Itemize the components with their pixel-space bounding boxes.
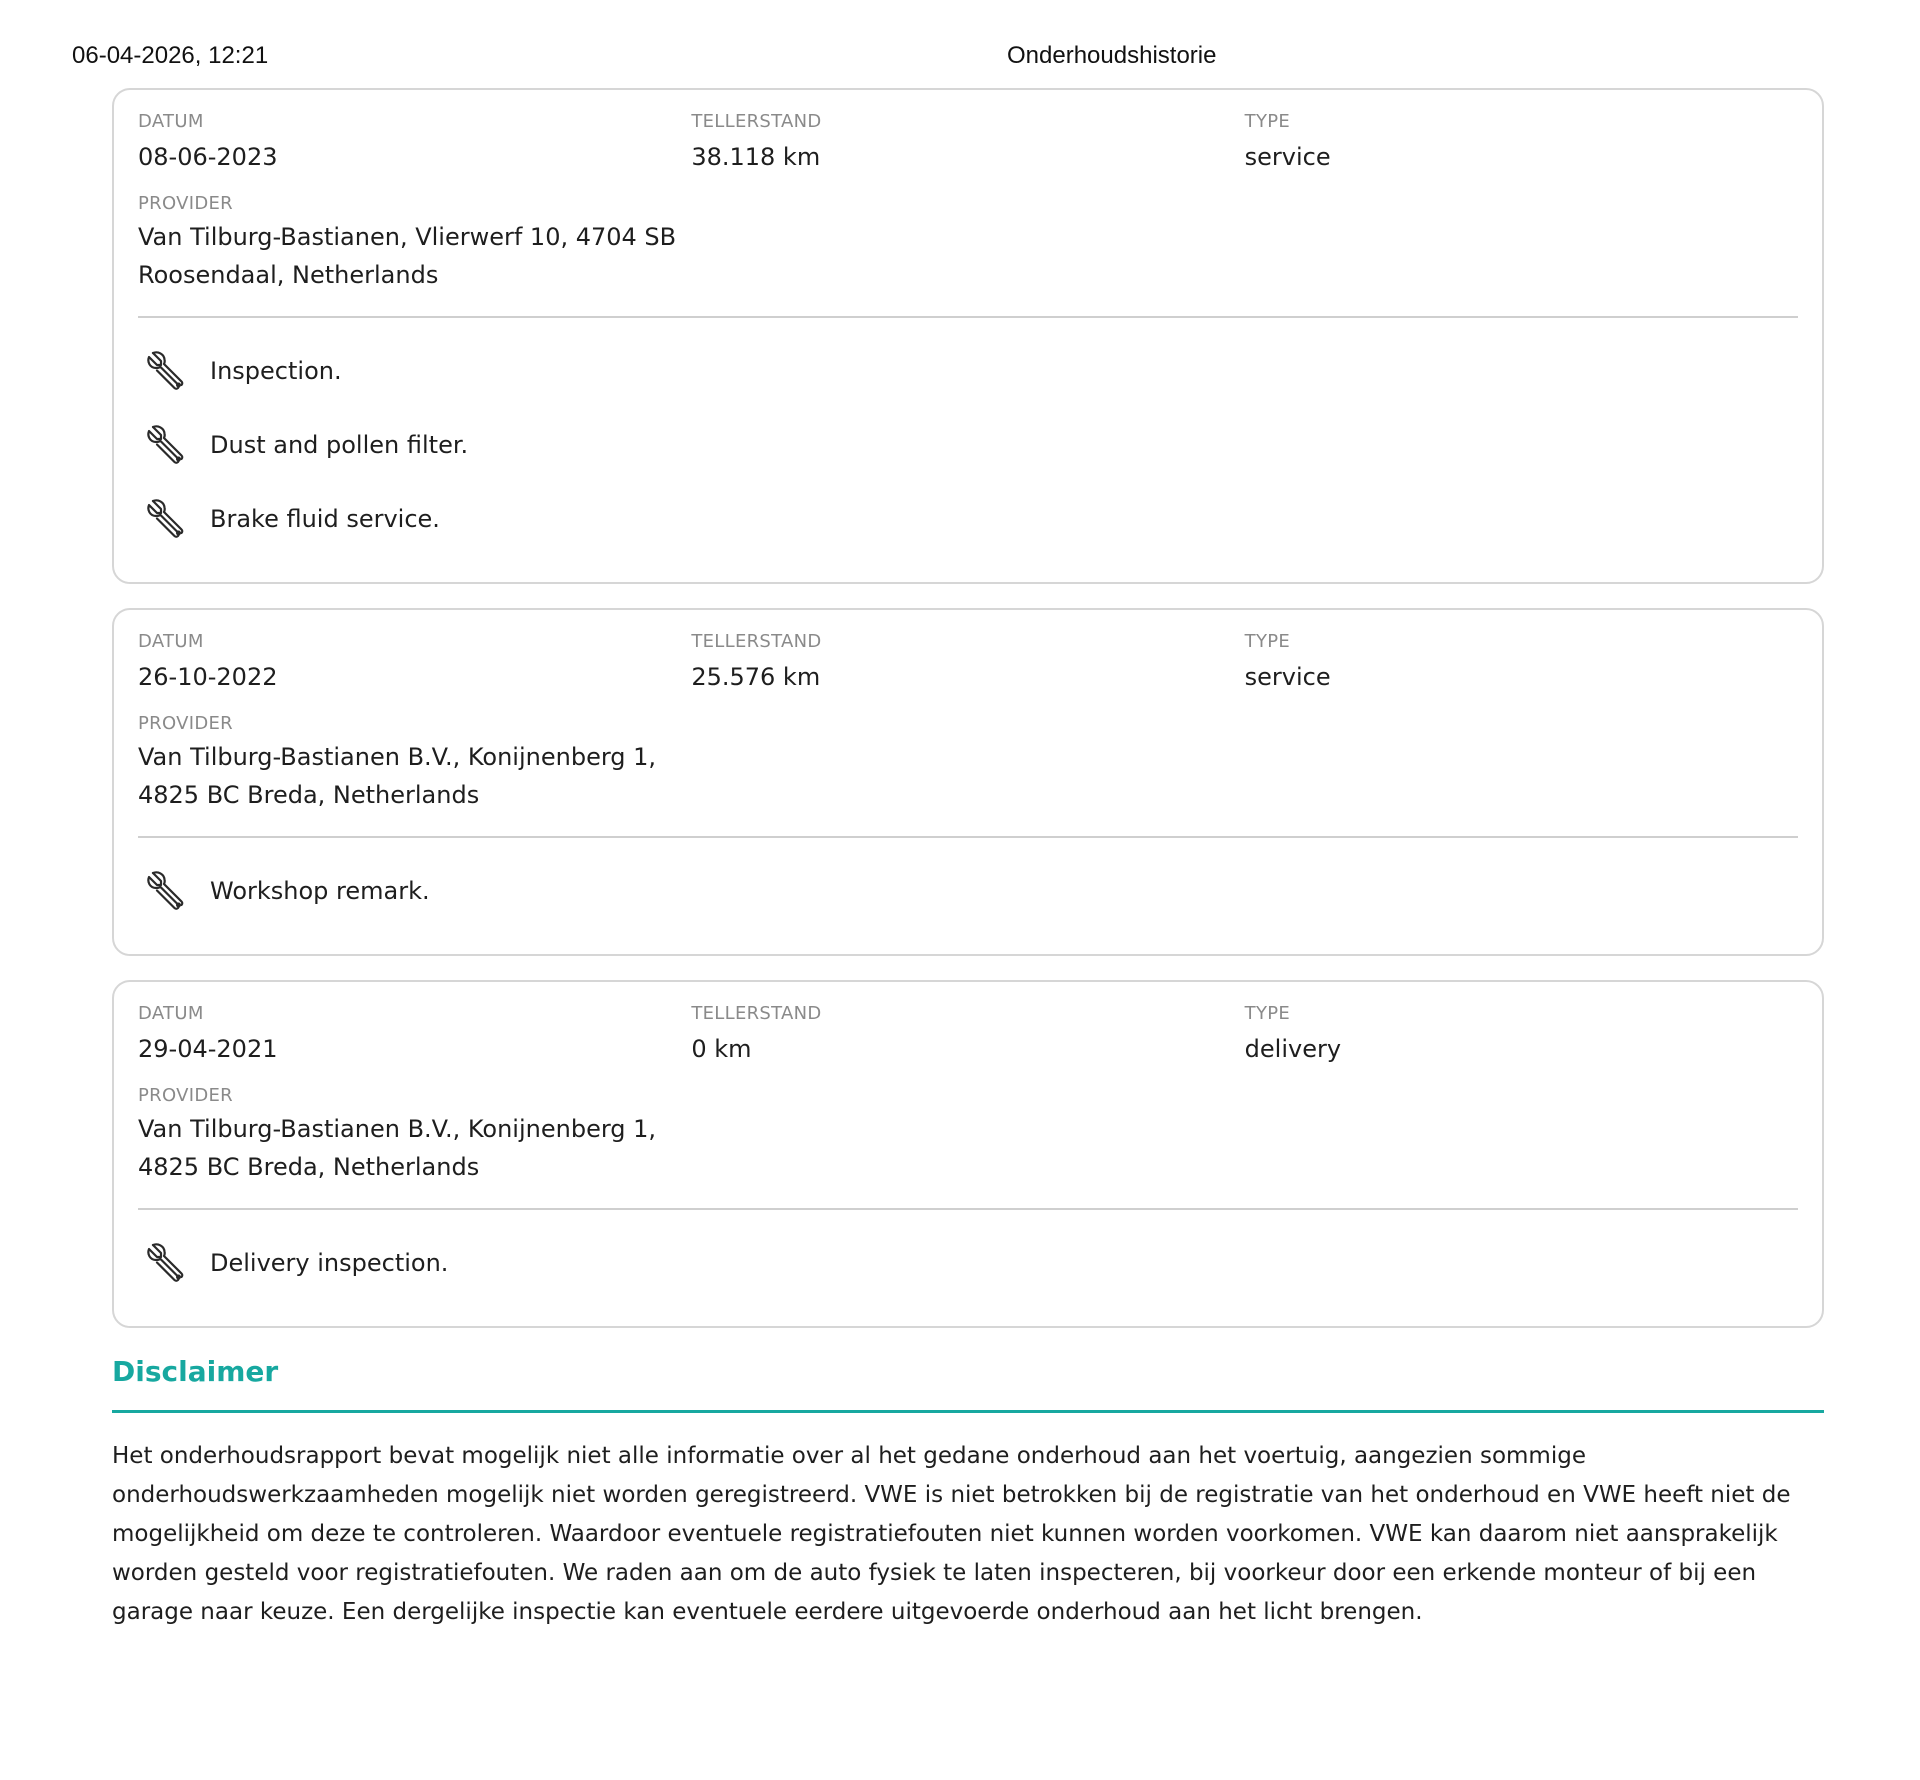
- tellerstand-label: TELLERSTAND: [691, 111, 822, 132]
- tellerstand-value: 0 km: [691, 1035, 752, 1063]
- task-item: [138, 1226, 1798, 1300]
- task-item: [138, 482, 1798, 556]
- disclaimer-heading: Disclaimer: [112, 1355, 279, 1388]
- record-meta: [138, 110, 1798, 174]
- type-value: service: [1244, 143, 1331, 171]
- page-title: Onderhoudshistorie: [1007, 42, 1217, 69]
- type-field: [1245, 1002, 1798, 1066]
- provider-label: PROVIDER: [138, 1085, 233, 1106]
- tellerstand-field: [691, 1002, 1244, 1066]
- wrench-icon: [144, 421, 192, 469]
- type-value: delivery: [1244, 1035, 1342, 1063]
- record-divider: [138, 836, 1798, 838]
- tellerstand-label: TELLERSTAND: [691, 631, 822, 652]
- datum-value: 26-10-2022: [138, 663, 278, 691]
- maintenance-record: [112, 608, 1824, 956]
- record-divider: [138, 316, 1798, 318]
- disclaimer-rule: [112, 1410, 1824, 1413]
- task-item: [138, 334, 1798, 408]
- datum-value: 08-06-2023: [138, 143, 278, 171]
- wrench-icon: [144, 347, 192, 395]
- wrench-icon: [144, 1239, 192, 1287]
- type-label: TYPE: [1244, 1003, 1291, 1024]
- maintenance-history: [112, 88, 1824, 1632]
- wrench-icon: [144, 867, 192, 915]
- print-header: [72, 42, 1848, 72]
- maintenance-record: [112, 88, 1824, 584]
- provider-field: [138, 192, 1798, 294]
- type-label: TYPE: [1244, 111, 1291, 132]
- task-label: Workshop remark.: [210, 877, 430, 905]
- print-timestamp: 06-04-2026, 12:21: [72, 42, 269, 69]
- type-field: [1245, 630, 1798, 694]
- tellerstand-value: 38.118 km: [691, 143, 821, 171]
- provider-value: Van Tilburg-Bastianen, Vlierwerf 10, 4704 SB Roosendaal, Netherlands: [138, 223, 677, 289]
- datum-field: [138, 1002, 691, 1066]
- tellerstand-field: [691, 630, 1244, 694]
- type-label: TYPE: [1244, 631, 1291, 652]
- datum-label: DATUM: [138, 111, 204, 132]
- datum-label: DATUM: [138, 1003, 204, 1024]
- datum-field: [138, 110, 691, 174]
- provider-value: Van Tilburg-Bastianen B.V., Konijnenberg 1, 4825 BC Breda, Netherlands: [138, 743, 657, 809]
- provider-label: PROVIDER: [138, 193, 233, 214]
- disclaimer-text: Het onderhoudsrapport bevat mogelijk niet alle informatie over al het gedane onderhoud aan het voertuig, aangezien sommige onderhoudswerkzaamheden mogelijk niet worden geregistreerd. VWE is niet betrokken bij de registratie van het onderhoud en VWE heeft niet de mogelijkheid om deze te controleren. Waardoor eventuele registratiefouten niet kunnen worden voorkomen. VWE kan daarom niet aansprakelijk worden gesteld voor registratiefouten. We raden aan om de auto fysiek te laten inspecteren, bij voorkeur door een erkende monteur of bij een garage naar keuze. Een dergelijke inspectie kan eventuele eerdere uitgevoerde onderhoud aan het licht brengen.: [112, 1443, 1791, 1625]
- type-value: service: [1244, 663, 1331, 691]
- provider-value: Van Tilburg-Bastianen B.V., Konijnenberg 1, 4825 BC Breda, Netherlands: [138, 1115, 657, 1181]
- datum-label: DATUM: [138, 631, 204, 652]
- provider-label: PROVIDER: [138, 713, 233, 734]
- record-meta: [138, 630, 1798, 694]
- task-label: Inspection.: [210, 357, 342, 385]
- tellerstand-field: [691, 110, 1244, 174]
- provider-field: [138, 1084, 1798, 1186]
- datum-value: 29-04-2021: [138, 1035, 278, 1063]
- tellerstand-value: 25.576 km: [691, 663, 821, 691]
- task-label: Brake fluid service.: [210, 505, 440, 533]
- provider-field: [138, 712, 1798, 814]
- wrench-icon: [144, 495, 192, 543]
- tellerstand-label: TELLERSTAND: [691, 1003, 822, 1024]
- type-field: [1245, 110, 1798, 174]
- record-divider: [138, 1208, 1798, 1210]
- record-meta: [138, 1002, 1798, 1066]
- task-item: [138, 854, 1798, 928]
- task-label: Dust and pollen filter.: [210, 431, 469, 459]
- maintenance-record: [112, 980, 1824, 1328]
- task-item: [138, 408, 1798, 482]
- task-label: Delivery inspection.: [210, 1249, 449, 1277]
- datum-field: [138, 630, 691, 694]
